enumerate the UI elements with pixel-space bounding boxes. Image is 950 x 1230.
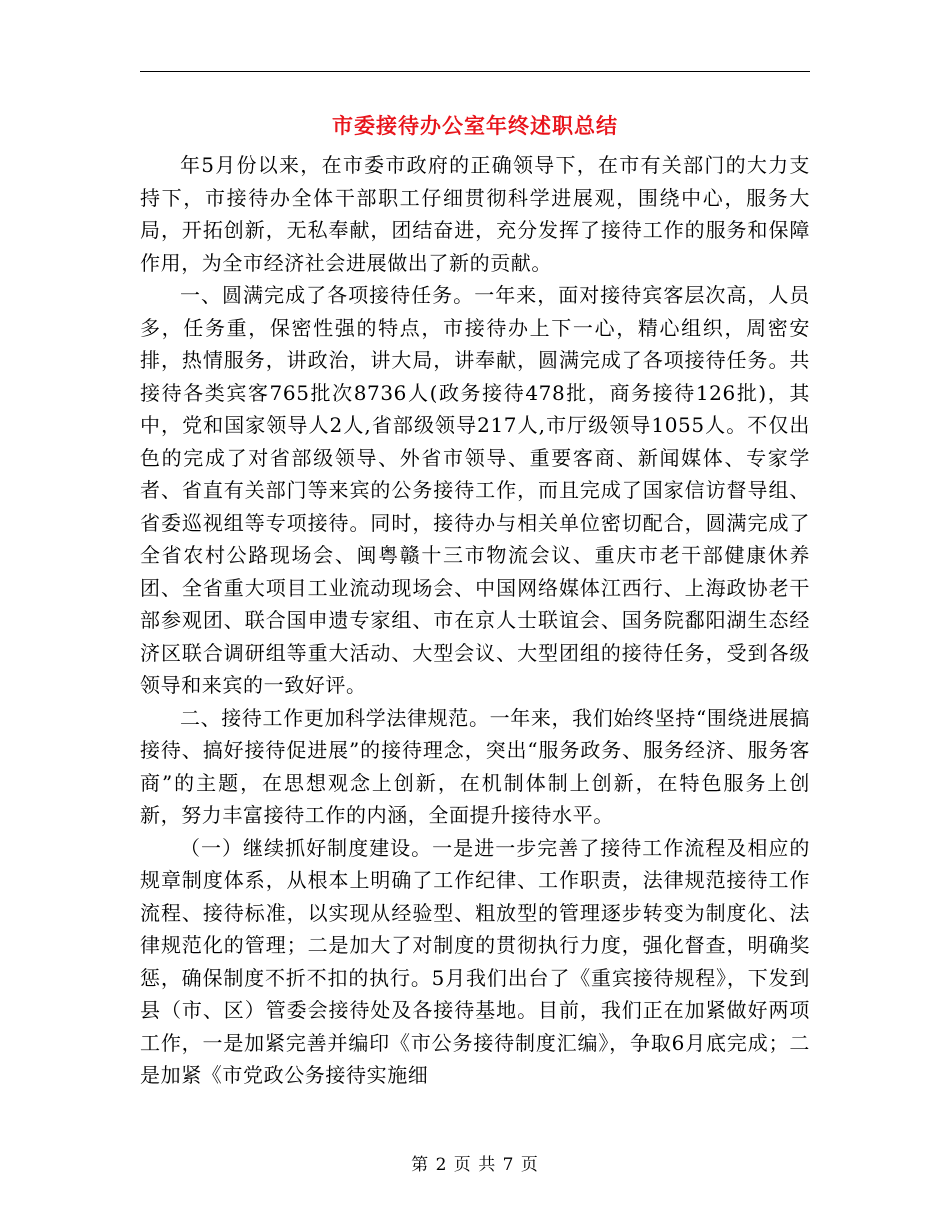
header-rule xyxy=(140,71,810,72)
document-body xyxy=(140,149,810,1092)
paragraph-section-1: 一、圆满完成了各项接待任务。一年来，面对接待宾客层次高，人员多，任务重，保密性强的特点，市接待办上下一心，精心组织，周密安排，热情服务，讲政治，讲大局，讲奉献，圆满完成了各项接待任务。共接待各类宾客765批次8736人(政务接待478批，商务接待126批)，其中，党和国家领导人2人,省部级领导217人,市厅级领导1055人。不仅出色的完成了对省部级领导、外省市领导、重要客商、新闻媒体、专家学者、省直有关部门等来宾的公务接待工作，而且完成了国家信访督导组、省委巡视组等专项接待。同时，接待办与相关单位密切配合，圆满完成了全省农村公路现场会、闽粤赣十三市物流会议、重庆市老干部健康休养团、全省重大项目工业流动现场会、中国网络媒体江西行、上海政协老干部参观团、联合国申遗专家组、市在京人士联谊会、国务院鄱阳湖生态经济区联合调研组等重大活动、大型会议、大型团组的接待任务，受到各级领导和来宾的一致好评。 xyxy=(140,283,810,697)
paragraph-subsection-1: （一）继续抓好制度建设。一是进一步完善了接待工作流程及相应的规章制度体系，从根本上明确了工作纪律、工作职责，法律规范接待工作流程、接待标准，以实现从经验型、粗放型的管理逐步转变为制度化、法律规范化的管理；二是加大了对制度的贯彻执行力度，强化督查，明确奖惩，确保制度不折不扣的执行。5月我们出台了《重宾接待规程》，下发到县（市、区）管委会接待处及各接待基地。目前，我们正在加紧做好两项工作，一是加紧完善并编印《市公务接待制度汇编》，争取6月底完成；二是加紧《市党政公务接待实施细 xyxy=(140,835,810,1087)
page-number: 第 2 页 共 7 页 xyxy=(411,1155,539,1175)
paragraph-intro: 年5月份以来，在市委市政府的正确领导下，在市有关部门的大力支持下，市接待办全体干部职工仔细贯彻科学进展观，围绕中心，服务大局，开拓创新，无私奉献，团结奋进，充分发挥了接待工作的服务和保障作用，为全市经济社会进展做出了新的贡献。 xyxy=(140,153,810,275)
paragraph-section-2: 二、接待工作更加科学法律规范。一年来，我们始终坚持“围绕进展搞接待、搞好接待促进展”的接待理念，突出“服务政务、服务经济、服务客商”的主题，在思想观念上创新，在机制体制上创新，在特色服务上创新，努力丰富接待工作的内涵，全面提升接待水平。 xyxy=(140,705,810,827)
document-title: 市委接待办公室年终述职总结 xyxy=(332,113,618,138)
